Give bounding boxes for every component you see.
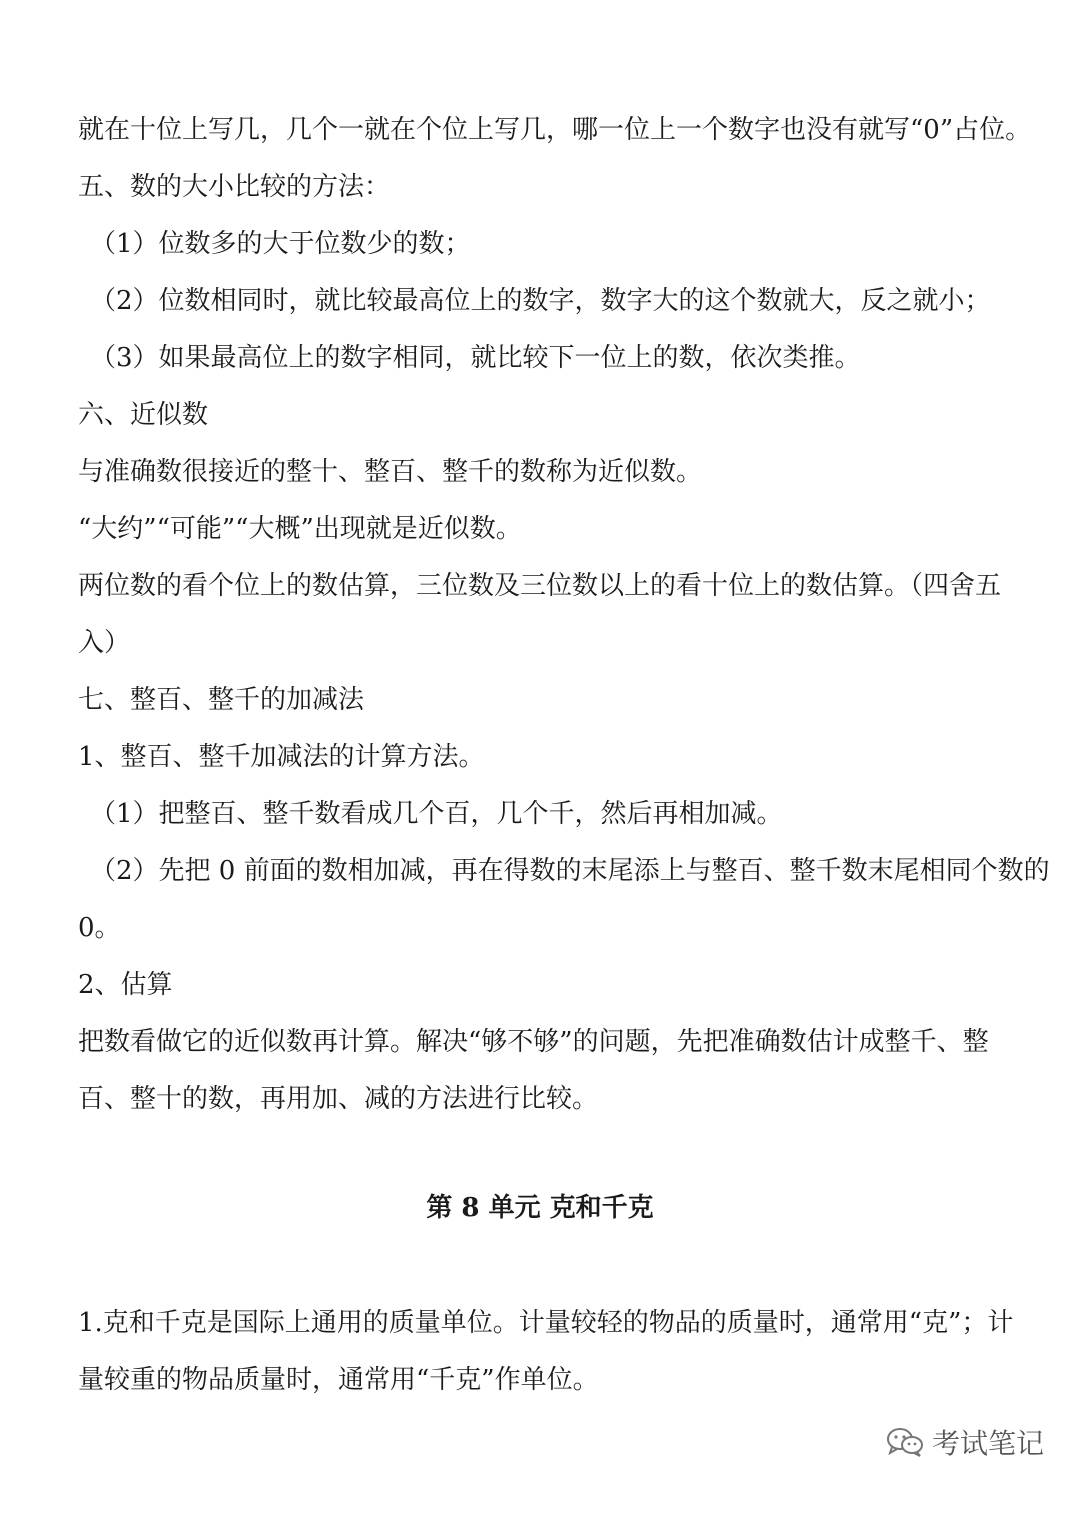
body-text-line: 百、整十的数，再用加、减的方法进行比较。 [78, 1084, 599, 1114]
body-text-line: 0。 [78, 913, 121, 943]
wechat-icon [886, 1426, 924, 1458]
body-text-line: 两位数的看个位上的数估算，三位数及三位数以上的看十位上的数估算。（四舍五 [78, 571, 1002, 601]
list-item: （1）把整百、整千数看成几个百，几个千，然后再相加减。 [90, 799, 783, 829]
section-heading-5: 五、数的大小比较的方法： [78, 172, 391, 202]
list-item: （1）位数多的大于位数少的数； [90, 229, 471, 259]
body-text-line: 就在十位上写几，几个一就在个位上写几，哪一位上一个数字也没有就写“0”占位。 [78, 115, 1032, 145]
list-item: （2）先把 0 前面的数相加减，再在得数的末尾添上与整百、整千数末尾相同个数的 [90, 856, 1050, 886]
section-heading-7: 七、整百、整千的加减法 [78, 685, 365, 715]
body-text-line: “大约”“可能”“大概”出现就是近似数。 [78, 514, 522, 544]
body-text-line: 入） [78, 628, 131, 658]
subheading: 2、估算 [78, 970, 173, 1000]
body-text-line: 与准确数很接近的整十、整百、整千的数称为近似数。 [78, 457, 703, 487]
subheading: 1、整百、整千加减法的计算方法。 [78, 742, 485, 772]
list-item: （3）如果最高位上的数字相同，就比较下一位上的数，依次类推。 [90, 343, 861, 373]
body-text-line: 量较重的物品质量时，通常用“千克”作单位。 [78, 1365, 599, 1395]
body-text-line: 1.克和千克是国际上通用的质量单位。计量较轻的物品的质量时，通常用“克”；计 [78, 1308, 1014, 1338]
body-text-line: 把数看做它的近似数再计算。解决“够不够”的问题，先把准确数估计成整千、整 [78, 1027, 989, 1057]
unit-heading: 第 8 单元 克和千克 [426, 1193, 654, 1223]
watermark [886, 1422, 1044, 1462]
section-heading-6: 六、近似数 [78, 400, 209, 430]
watermark-text: 考试笔记 [931, 1427, 1044, 1460]
list-item: （2）位数相同时，就比较最高位上的数字，数字大的这个数就大，反之就小； [90, 286, 991, 316]
